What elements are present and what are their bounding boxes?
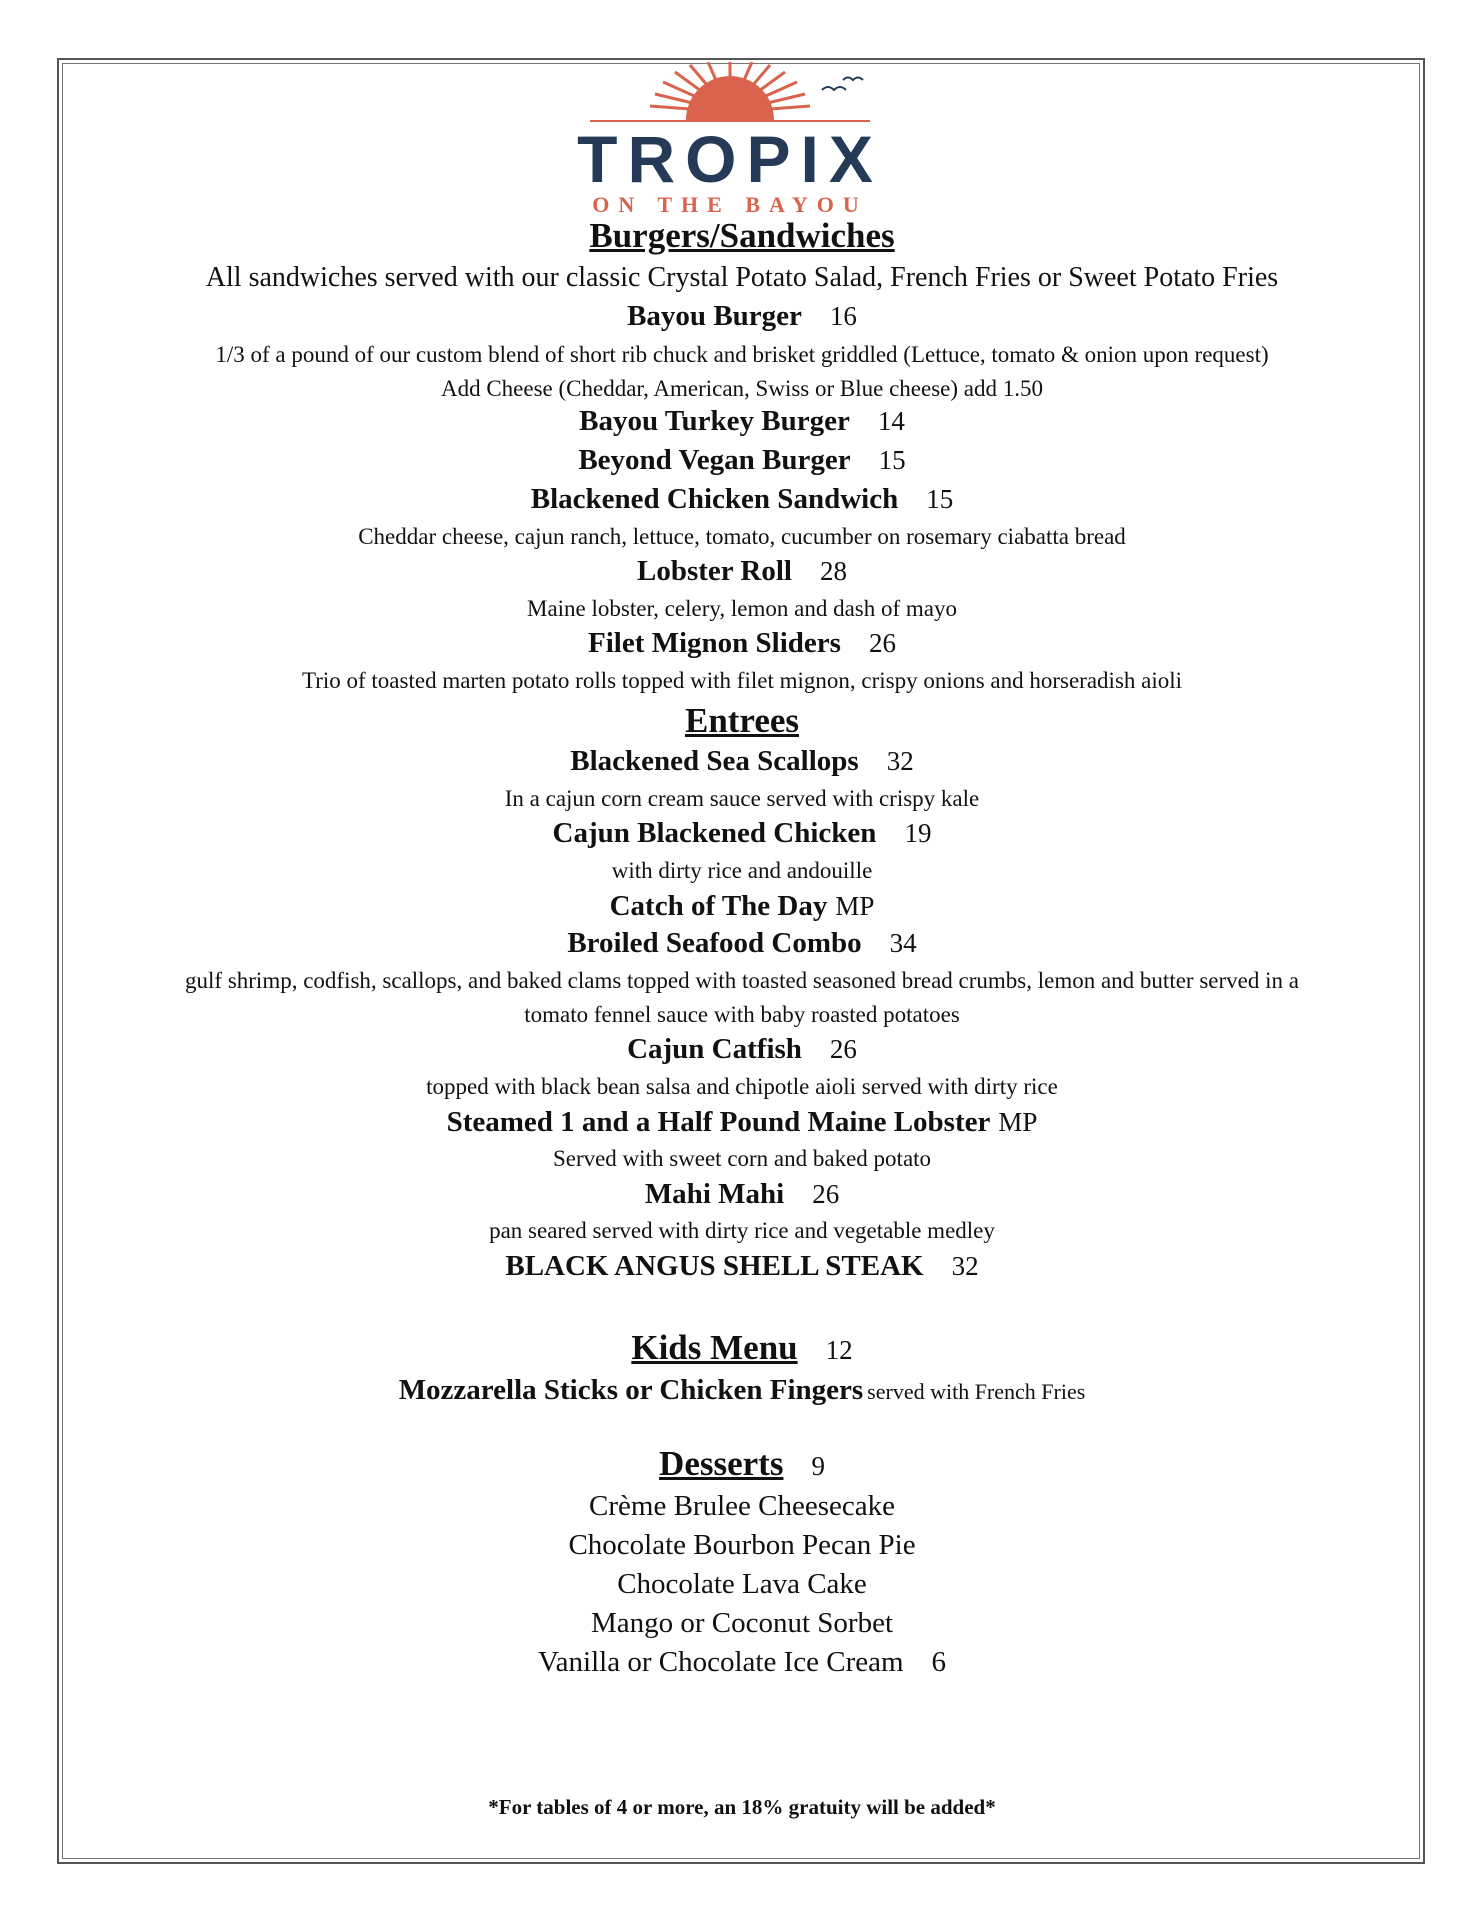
dessert-price: 6 bbox=[931, 1646, 947, 1678]
item-description: Trio of toasted marten potato rolls topped with filet mignon, crispy onions and horseradish aioli bbox=[301, 668, 1183, 693]
item-price: 14 bbox=[877, 406, 905, 436]
menu-item-blackened-chicken-sandwich bbox=[64, 483, 1420, 516]
menu-item-filet-mignon-sliders bbox=[64, 627, 1420, 660]
section-price: 12 bbox=[825, 1335, 853, 1365]
item-note: served with French Fries bbox=[867, 1379, 1086, 1404]
item-description: Cheddar cheese, cajun ranch, lettuce, tomato, cucumber on rosemary ciabatta bread bbox=[358, 524, 1126, 549]
item-description: pan seared served with dirty rice and vegetable medley bbox=[489, 1218, 995, 1243]
item-description: Served with sweet corn and baked potato bbox=[552, 1146, 932, 1171]
item-price: 16 bbox=[829, 301, 857, 331]
item-name: BLACK ANGUS SHELL STEAK bbox=[505, 1250, 924, 1282]
dessert-item: Crème Brulee Cheesecake bbox=[589, 1490, 895, 1522]
dessert-item: Chocolate Bourbon Pecan Pie bbox=[568, 1529, 916, 1561]
seagulls-icon bbox=[822, 78, 863, 91]
item-price: 28 bbox=[819, 556, 847, 586]
burgers-intro: All sandwiches served with our classic Crystal Potato Salad, French Fries or Sweet Potato Fries bbox=[205, 262, 1279, 293]
item-name: Catch of The Day bbox=[609, 890, 828, 922]
item-price: MP bbox=[835, 891, 875, 921]
menu-item-kids bbox=[64, 1374, 1420, 1407]
item-name: Mahi Mahi bbox=[644, 1178, 785, 1210]
dessert-item: Mango or Coconut Sorbet bbox=[590, 1607, 894, 1639]
menu-item-beyond-vegan-burger bbox=[64, 444, 1420, 477]
menu-item-mahi-mahi bbox=[64, 1178, 1420, 1211]
item-description: Add Cheese (Cheddar, American, Swiss or Blue cheese) add 1.50 bbox=[440, 376, 1044, 401]
section-heading-entrees: Entrees bbox=[684, 701, 800, 740]
dessert-item: Chocolate Lava Cake bbox=[617, 1568, 867, 1600]
section-heading-desserts bbox=[64, 1444, 1420, 1484]
item-price: 15 bbox=[926, 484, 954, 514]
section-heading-label: Kids Menu bbox=[631, 1328, 798, 1367]
item-price: 26 bbox=[829, 1034, 857, 1064]
menu-item-cajun-catfish bbox=[64, 1033, 1420, 1066]
svg-text:ON THE BAYOU: ON THE BAYOU bbox=[592, 192, 868, 214]
item-description: gulf shrimp, codfish, scallops, and baked clams topped with toasted seasoned bread crumbs, lemon and butter served in a bbox=[185, 968, 1299, 993]
dessert-item bbox=[64, 1646, 1420, 1679]
menu-item-bayou-turkey-burger bbox=[64, 405, 1420, 438]
menu-item-lobster-roll bbox=[64, 555, 1420, 588]
item-name: Mozzarella Sticks or Chicken Fingers bbox=[398, 1374, 864, 1406]
item-name: Filet Mignon Sliders bbox=[588, 627, 841, 659]
item-name: Beyond Vegan Burger bbox=[578, 444, 851, 476]
item-name: Bayou Turkey Burger bbox=[579, 405, 850, 437]
item-name: Cajun Catfish bbox=[627, 1033, 802, 1065]
menu-item-steamed-maine-lobster bbox=[64, 1106, 1420, 1139]
item-name: Broiled Seafood Combo bbox=[567, 927, 862, 959]
dessert-name: Vanilla or Chocolate Ice Cream bbox=[537, 1646, 904, 1678]
tropix-logo bbox=[500, 62, 960, 214]
item-description: Maine lobster, celery, lemon and dash of mayo bbox=[527, 596, 957, 621]
item-price: 26 bbox=[812, 1179, 840, 1209]
item-price: MP bbox=[998, 1107, 1038, 1137]
item-price: 19 bbox=[904, 818, 932, 848]
menu-item-black-angus-shell-steak bbox=[64, 1250, 1420, 1283]
item-name: Blackened Sea Scallops bbox=[570, 745, 859, 777]
section-heading-burgers: Burgers/Sandwiches bbox=[589, 216, 895, 255]
item-price: 32 bbox=[886, 746, 914, 776]
section-heading-label: Desserts bbox=[659, 1444, 784, 1483]
menu-item-cajun-blackened-chicken bbox=[64, 817, 1420, 850]
menu-item-broiled-seafood-combo bbox=[64, 927, 1420, 960]
item-description: 1/3 of a pound of our custom blend of short rib chuck and brisket griddled (Lettuce, tomato & onion upon request) bbox=[215, 342, 1269, 367]
item-name: Blackened Chicken Sandwich bbox=[530, 483, 899, 515]
item-name: Cajun Blackened Chicken bbox=[552, 817, 877, 849]
item-description: topped with black bean salsa and chipotle aioli served with dirty rice bbox=[426, 1074, 1058, 1099]
item-description: with dirty rice and andouille bbox=[611, 858, 873, 883]
gratuity-note: *For tables of 4 or more, an 18% gratuity will be added* bbox=[488, 1795, 996, 1819]
item-price: 34 bbox=[889, 928, 917, 958]
section-heading-kids bbox=[64, 1328, 1420, 1368]
menu-item-catch-of-the-day bbox=[64, 890, 1420, 923]
item-price: 32 bbox=[951, 1251, 979, 1281]
item-name: Bayou Burger bbox=[627, 300, 802, 332]
item-description: tomato fennel sauce with baby roasted potatoes bbox=[524, 1002, 960, 1027]
menu-item-blackened-sea-scallops bbox=[64, 745, 1420, 778]
item-price: 15 bbox=[878, 445, 906, 475]
item-name: Steamed 1 and a Half Pound Maine Lobster bbox=[446, 1106, 991, 1138]
svg-text:TROPIX: TROPIX bbox=[577, 122, 883, 196]
sun-icon bbox=[686, 76, 774, 120]
item-name: Lobster Roll bbox=[637, 555, 792, 587]
item-price: 26 bbox=[868, 628, 896, 658]
item-description: In a cajun corn cream sauce served with crispy kale bbox=[504, 786, 980, 811]
menu-item-bayou-burger bbox=[64, 300, 1420, 333]
section-price: 9 bbox=[811, 1451, 825, 1481]
